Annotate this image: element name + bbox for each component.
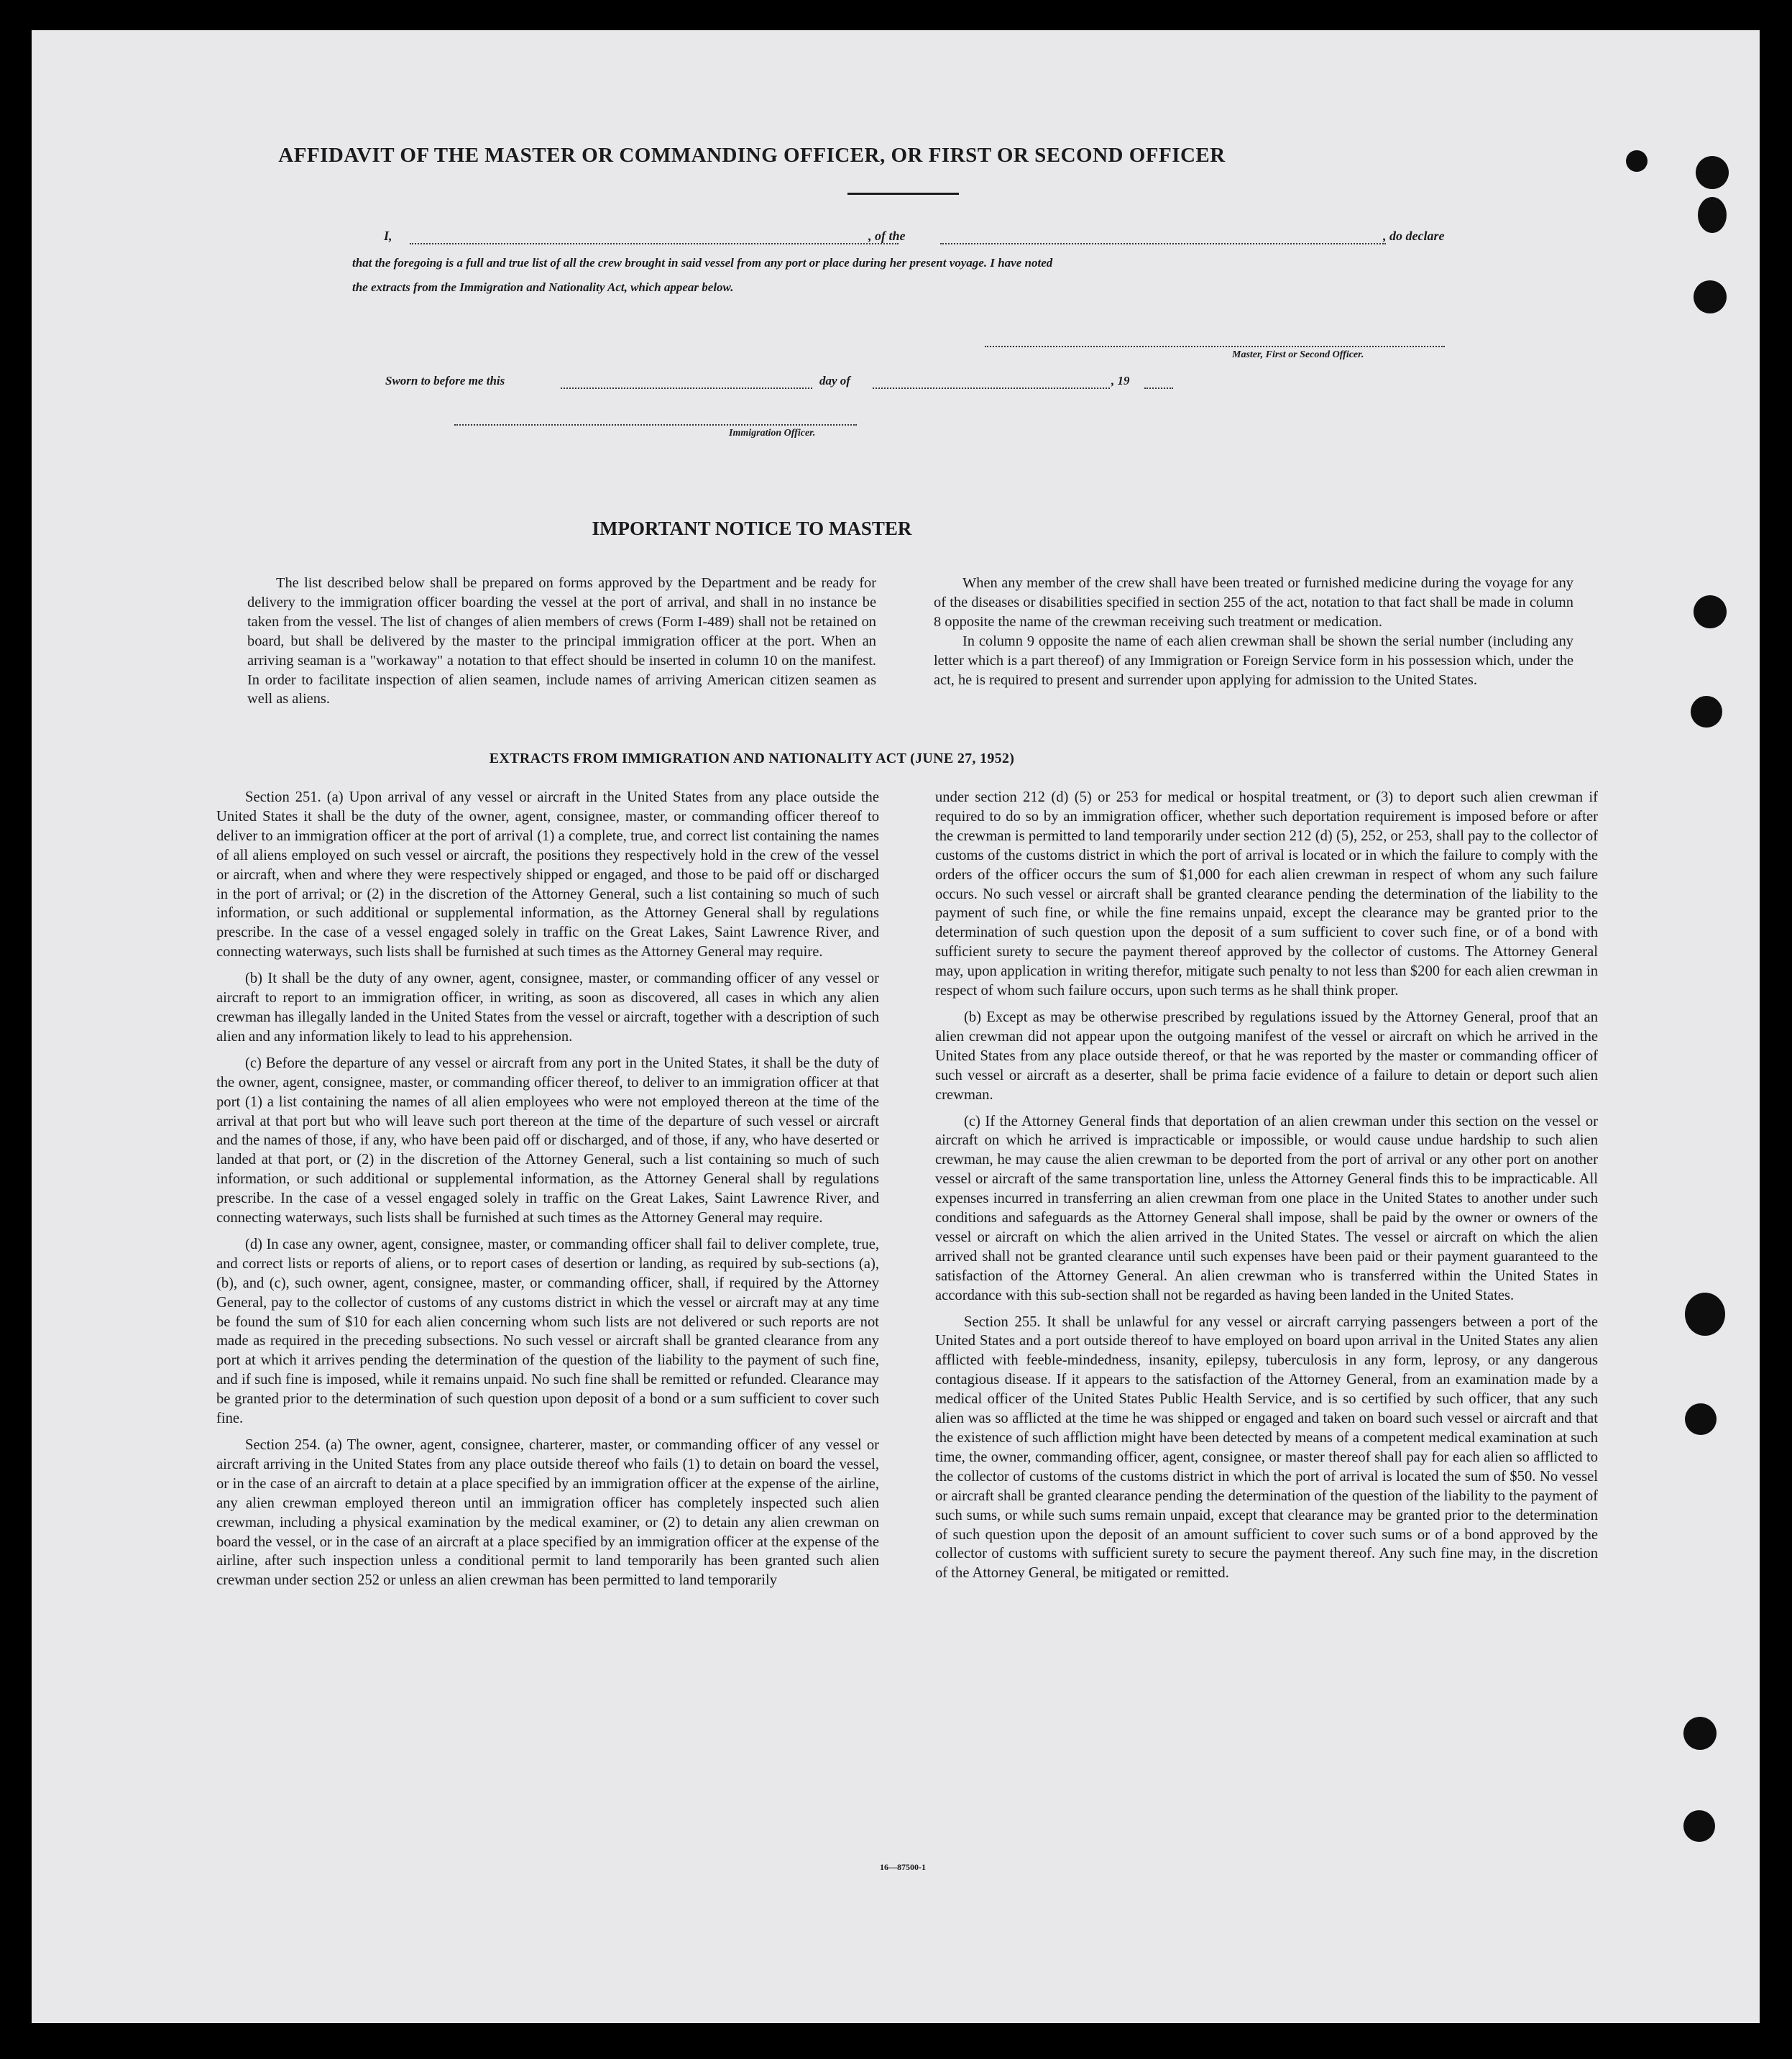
punch-hole <box>1685 1403 1717 1435</box>
officer-signature-label: Immigration Officer. <box>729 428 816 439</box>
statute-paragraph: (b) It shall be the duty of any owner, agent, consignee, master, or commanding officer of any vessel or aircraft to report to an immigration officer, in writing, as soon as discovered, all cases in which any alien crewman has illegally landed in the United States from the vessel or aircraft, together with a description of such alien and any information likely to lead to his apprehension. <box>216 971 879 1045</box>
punch-hole <box>1694 595 1727 628</box>
affidavit-title: AFFIDAVIT OF THE MASTER OR COMMANDING OFFICER, OR FIRST OR SECOND OFFICER <box>278 144 1226 167</box>
form-number: 16—87500-1 <box>880 1862 926 1872</box>
punch-hole <box>1626 150 1648 172</box>
sworn-year-line <box>1144 388 1173 389</box>
notice-paragraph: In column 9 opposite the name of each alien crewman shall be shown the serial number (including any letter which is a part thereof) of any Immigration or Foreign Service form in his possession which, under the act, he is required to present and surrender upon applying for admission to the United States. <box>934 633 1573 688</box>
master-signature-line <box>985 346 1445 347</box>
notice-paragraph: The list described below shall be prepared on forms approved by the Department and be ready for delivery to the immigration officer boarding the vessel at the port of arrival, and shall in no instance be taken from the vessel. The list of changes of alien members of crews (Form I-489) shall not be retained on board, but shall be delivered by the master to the principal immigration officer at the port. When an arriving seaman is a "workaway" a notation to that effect should be inserted in column 10 on the manifest. In order to facilitate inspection of alien seamen, include names of arriving American citizen seamen as well as aliens. <box>247 575 876 707</box>
extracts-right-column <box>935 788 1598 1583</box>
statute-paragraph: (c) Before the departure of any vessel or aircraft from any port in the United States, it shall be the duty of the owner, agent, consignee, master, or commanding officer thereof, to deliver to an immigration officer at that port (1) a list containing the names of all alien employees who were not employed thereon at the time of the arrival at that port but who will leave such port thereon at the time of the departure of such vessel or aircraft and the names of those, if any, who have been paid off or discharged, and of those, if any, who have deserted or landed at that port, or (2) in the discretion of the Attorney General, such a list containing so much of such information, or such additional or supplemental information, as the Attorney General shall by regulations prescribe. In the case of a vessel engaged solely in traffic on the Great Lakes, Saint Lawrence River, and connecting waterways, such lists shall be furnished at such times as the Attorney General may require. <box>216 1055 879 1226</box>
notice-left-column <box>247 574 876 709</box>
statute-paragraph: (c) If the Attorney General finds that deportation of an alien crewman under this section on the vessel or aircraft on which he arrived is impracticable or impossible, or would cause undue hardship to such alien crewman, he may cause the alien crewman to be deported from the port of arrival or any other port on another vessel or aircraft of the same transportation line, unless the Attorney General finds this to be impracticable. All expenses incurred in transferring an alien crewman from one place in the United States to another under such conditions and safeguards as the Attorney General shall impose, shall be paid by the owner or owners of the vessel or aircraft on which the alien arrived in the United States. The vessel or aircraft on which the alien arrived shall not be granted clearance until such expenses have been paid or their payment guaranteed to the satisfaction of the Attorney General. An alien crewman who is transferred within the United States in accordance with this sub-section shall not be regarded as having been landed in the United States. <box>935 1113 1598 1303</box>
document-page <box>32 30 1760 2023</box>
statute-paragraph: Section 251. (a) Upon arrival of any vessel or aircraft in the United States from any place outside the United States it shall be the duty of the owner, agent, consignee, master, or commanding officer thereof to deliver to an immigration officer at the port of arrival (1) a complete, true, and correct list containing the names of all aliens employed on such vessel or aircraft, the positions they respectively hold in the crew of the vessel or aircraft, when and where they were respectively shipped or engaged, and those to be paid off or discharged in the port of arrival; or (2) in the discretion of the Attorney General, such a list containing so much of such information, or such additional or supplemental information, as the Attorney General shall by regulations prescribe. In the case of a vessel engaged solely in traffic on the Great Lakes, Saint Lawrence River, and connecting waterways, such lists shall be furnished at such times as the Attorney General may require. <box>216 789 879 960</box>
punch-hole <box>1698 197 1727 233</box>
i-label: I, <box>384 229 392 243</box>
punch-hole <box>1691 696 1722 728</box>
vessel-field-line <box>940 243 1386 244</box>
extracts-left-column <box>216 788 879 1590</box>
master-signature-label: Master, First or Second Officer. <box>1232 349 1364 360</box>
of-the-label: , of the <box>868 229 906 243</box>
sworn-day-line <box>561 388 812 389</box>
sworn-label: Sworn to before me this <box>385 374 505 388</box>
day-of-label: day of <box>819 374 850 388</box>
punch-hole <box>1696 156 1729 189</box>
statute-paragraph: under section 212 (d) (5) or 253 for medical or hospital treatment, or (3) to deport such alien crewman if required to do so by an immigration officer, whether such deportation requirement is imposed before or after the crewman is permitted to land temporarily under section 212 (d) (5), 252, or 253, shall pay to the collector of customs of the customs district in which the port of arrival is located or in which the failure to comply with the orders of the officer occurs the sum of $1,000 for each alien crewman in respect of whom any such failure occurs. No such vessel or aircraft shall be granted clearance pending the determination of the liability to the payment of such fine, or while the fine remains unpaid, except the clearance may be granted prior to the determination of such question upon the deposit of a sum sufficient to cover such fine, or of a bond with sufficient surety to secure the payment thereof approved by the collector of customs. The Attorney General may, upon application in writing therefor, mitigate such penalty to not less than $200 for each alien crewman in respect of whom such failure occurs, upon such terms as he shall think proper. <box>935 789 1598 999</box>
punch-hole <box>1685 1293 1725 1336</box>
statement-line-2: the extracts from the Immigration and Nationality Act, which appear below. <box>352 280 734 294</box>
statute-paragraph: (b) Except as may be otherwise prescribed by regulations issued by the Attorney General, proof that an alien crewman did not appear upon the outgoing manifest of the vessel or aircraft on which he arrived in the United States from any place outside thereof, or that he was reported by the master or commanding officer of such vessel or aircraft as a deserter, shall be prima facie evidence of a failure to detain or deport such alien crewman. <box>935 1009 1598 1103</box>
notice-paragraph: When any member of the crew shall have been treated or furnished medicine during the voyage for any of the diseases or disabilities specified in section 255 of the act, notation to that fact shall be made in column 8 opposite the name of the crewman receiving such treatment or medication. <box>934 575 1573 630</box>
statute-paragraph: Section 254. (a) The owner, agent, consignee, charterer, master, or commanding officer of any vessel or aircraft arriving in the United States from any place outside thereof who fails (1) to detain on board the vessel, or in the case of an aircraft to detain at a place specified by an immigration officer at the expense of the airline, any alien crewman employed thereon until an immigration officer has completely inspected such alien crewman, including a physical examination by the medical examiner, or (2) to detain any alien crewman on board the vessel, or in the case of an aircraft at a place specified by an immigration officer at the expense of the airline, after such inspection unless a conditional permit to land temporarily has been granted such alien crewman under section 252 or unless an alien crewman has been permitted to land temporarily <box>216 1437 879 1589</box>
name-field-line <box>410 243 899 244</box>
year-label: , 19 <box>1111 374 1130 388</box>
notice-right-column <box>934 574 1573 689</box>
extracts-title: EXTRACTS FROM IMMIGRATION AND NATIONALITY ACT (JUNE 27, 1952) <box>489 751 1015 766</box>
sworn-month-line <box>873 388 1110 389</box>
statute-paragraph: Section 255. It shall be unlawful for any vessel or aircraft carrying passengers between a port of the United States and a port outside thereof to have employed on board upon arrival in the United States any alien afflicted with feeble-mindedness, insanity, epilepsy, tuberculosis in any form, leprosy, or any dangerous contagious disease. If it appears to the satisfaction of the Attorney General, from an examination made by a medical officer of the United States Public Health Service, and is so certified by such officer, that any such alien was so afflicted at the time he was shipped or engaged and taken on board such vessel or aircraft and that the existence of such affliction might have been detected by means of a competent medical examination at such time, the owner, commanding officer, agent, consignee, or master thereof shall pay for each alien so afflicted to the collector of customs of the customs district in which the port of arrival is located the sum of $50. No vessel or aircraft shall be granted clearance pending the determination of the question of the liability to the payment of such sums, or while such sums remain unpaid, except that clearance may be granted prior to the determination of such question upon the deposit of an amount sufficient to cover such sums or of a bond approved by the collector of customs with sufficient surety to secure the payment thereof. Any such fine may, in the discretion of the Attorney General, be mitigated or remitted. <box>935 1313 1598 1582</box>
punch-hole <box>1683 1810 1715 1842</box>
title-underline <box>847 193 959 195</box>
statement-line-1: that the foregoing is a full and true list of all the crew brought in said vessel from any port or place during her present voyage. I have noted <box>352 256 1053 270</box>
notice-title: IMPORTANT NOTICE TO MASTER <box>592 518 912 539</box>
statute-paragraph: (d) In case any owner, agent, consignee, master, or commanding officer shall fail to deliver complete, true, and correct lists or reports of aliens, or to report cases of desertion or landing, as required by sub-sections (a), (b), and (c), such owner, agent, consignee, master, or commanding officer, shall, if required by the Attorney General, pay to the collector of customs of any customs district in which the vessel or aircraft may at any time be found the sum of $10 for each alien concerning whom such lists are not delivered or such reports are not made as required in the preceding subsections. No such vessel or aircraft shall be granted clearance from any port at which it arrives pending the determination of the question of the liability to the payment of such fine, and if such fine is imposed, while it remains unpaid. No such fine shall be remitted or refunded. Clearance may be granted prior to the determination of such question upon deposit of a bond or a sum sufficient to cover such fine. <box>216 1236 879 1427</box>
punch-hole <box>1683 1717 1717 1750</box>
punch-hole <box>1694 280 1727 313</box>
do-declare-label: , do declare <box>1383 229 1445 243</box>
officer-signature-line <box>454 424 857 426</box>
